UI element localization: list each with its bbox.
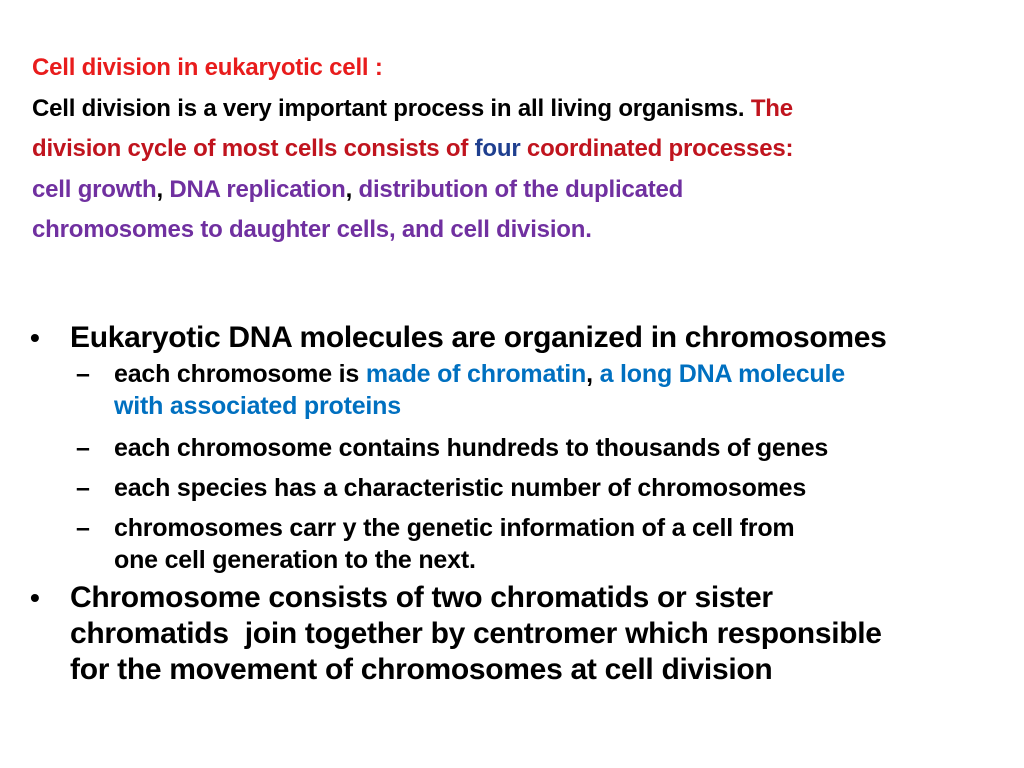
sub-bullet-item [30,512,1005,576]
bullet-marker: • [30,582,40,613]
intro-text-black: Cell division is a very important process in all living organisms. [32,94,751,122]
sub-bullet-text: each species has a characteristic number of chromosomes [114,474,807,502]
sub-text-blue: a long DNA molecule [599,360,845,388]
intro-line-3 [32,129,992,170]
comma-separator: , [156,175,170,203]
intro-line-4 [32,170,992,211]
bullet-item [30,580,1005,688]
sub-bullet-line: with associated proteins [114,392,401,420]
dash-marker: – [76,514,90,542]
dash-marker: – [76,360,90,388]
sub-bullet-item [30,358,1005,422]
intro-paragraph [32,48,992,251]
sub-text-blue: made of chromatin [365,360,587,388]
intro-text-red: coordinated processes: [520,135,794,162]
intro-line-2 [32,89,992,130]
bullet-line: for the movement of chromosomes at cell division [70,653,773,686]
sub-bullet-text: each chromosome contains hundreds to thousands of genes [114,434,829,462]
dash-marker: – [76,434,90,462]
sub-bullet-line [114,358,1005,390]
bullet-list [30,320,1005,688]
intro-text-red: The [750,94,793,122]
bullet-marker: • [30,322,40,353]
bullet-item [30,320,1005,356]
process-dna-replication: DNA replication [169,175,346,203]
dash-marker: – [76,474,90,502]
section-heading: Cell division in eukaryotic cell : [32,54,383,81]
sub-bullet-item [30,472,1005,504]
bullet-text: Eukaryotic DNA molecules are organized in chromosomes [70,321,887,354]
process-distribution: distribution of the duplicated [358,175,684,203]
sub-bullet-line: chromosomes carr y the genetic information of a cell from [114,514,795,542]
bullet-line: Chromosome consists of two chromatids or sister [70,581,773,614]
bullet-line: chromatids join together by centromer which responsible [70,617,882,650]
process-cell-growth: cell growth [32,175,157,203]
sub-bullet-item [30,432,1005,464]
comma-separator: , [586,360,600,388]
sub-bullet-line: one cell generation to the next. [114,546,476,574]
intro-line-5: chromosomes to daughter cells, and cell division. [32,216,592,243]
comma-separator: , [345,175,359,203]
intro-text-red: division cycle of most cells consists of [32,135,475,162]
intro-text-four: four [474,135,521,162]
sub-text-black: each chromosome is [114,360,366,388]
